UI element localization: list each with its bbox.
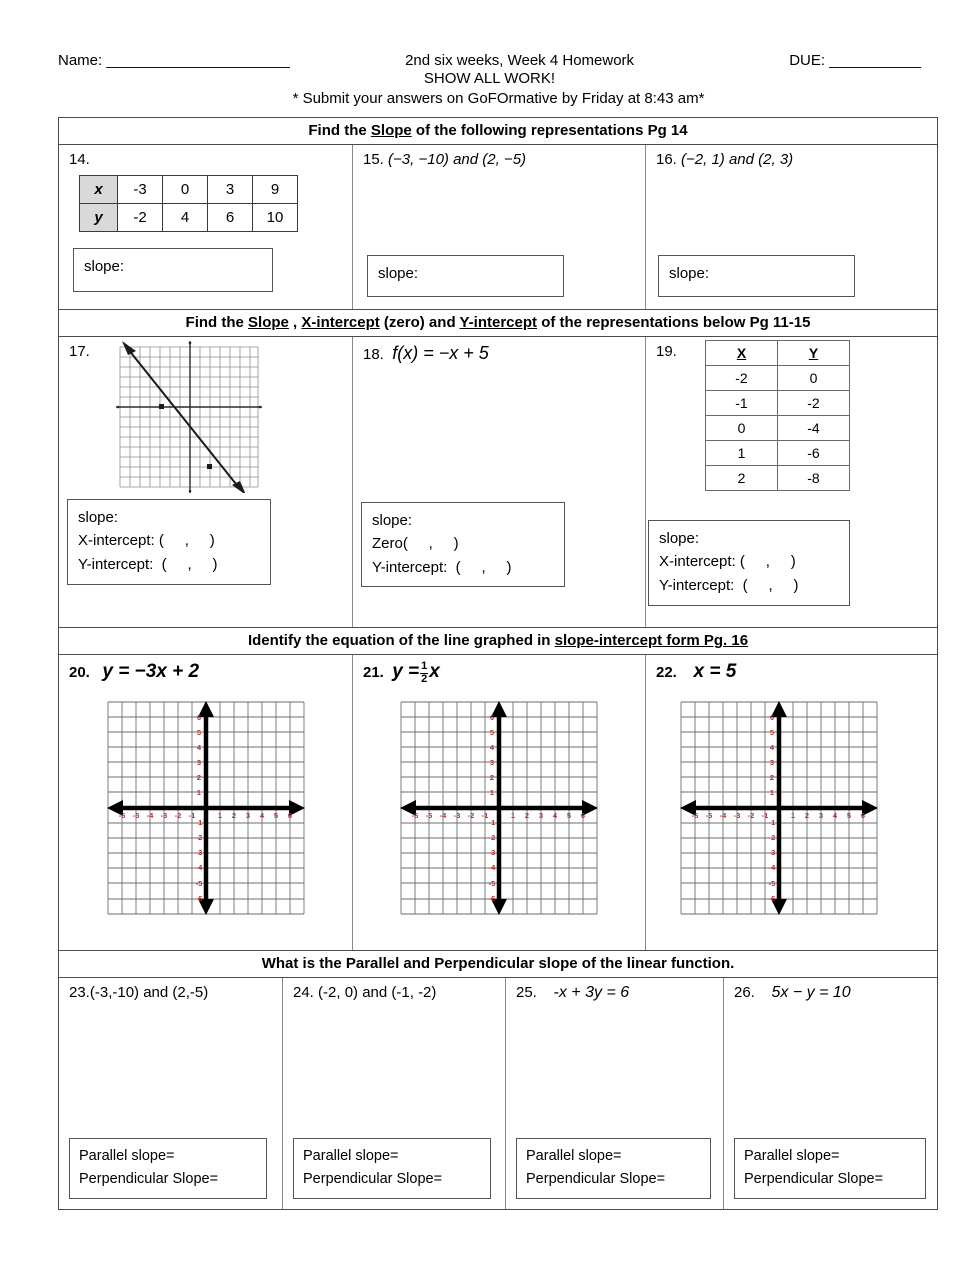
problem-15-answer-box[interactable] [367, 255, 564, 297]
svg-text:-3: -3 [195, 848, 202, 857]
problem-20-graph-wrap [103, 697, 309, 924]
table-row [706, 416, 850, 441]
svg-text:1: 1 [217, 811, 222, 820]
y-cell-0: -2 [118, 204, 163, 232]
problem-18-zero-label: Zero( , ) [372, 535, 459, 553]
svg-text:2: 2 [805, 811, 810, 820]
problem-14-answer-box[interactable] [73, 248, 273, 292]
problem-22-coordinate-grid [676, 697, 882, 919]
section-heading-equation: Identify the equation of the line graphed in slope-intercept form Pg. 16 [59, 628, 937, 655]
svg-text:3: 3 [245, 811, 250, 820]
problem-24-perpendicular-label: Perpendicular Slope= [303, 1170, 443, 1187]
problem-21-prompt: 21. y = $\frac{1}{2}$ x [363, 660, 440, 685]
svg-text:5: 5 [196, 728, 201, 737]
svg-text:-3: -3 [734, 811, 741, 820]
problem-18-prompt: 18. f(x) = −x + 5 [363, 343, 489, 363]
svg-text:-2: -2 [195, 833, 202, 842]
cell-y: -8 [778, 466, 850, 491]
svg-text:5: 5 [847, 811, 852, 820]
problem-16-answer-box[interactable] [658, 255, 855, 297]
problem-15-cell [353, 145, 646, 309]
svg-text:-6: -6 [692, 811, 699, 820]
svg-text:-4: -4 [769, 863, 776, 872]
svg-text:-1: -1 [762, 811, 769, 820]
svg-text:-5: -5 [706, 811, 713, 820]
problem-19-y-intercept-label: Y-intercept: ( , ) [659, 576, 799, 594]
cell-y: 0 [778, 366, 850, 391]
problem-17-number: 17. [69, 343, 90, 360]
svg-text:4: 4 [770, 743, 775, 752]
y-cell-2: 6 [208, 204, 253, 232]
svg-text:-6: -6 [769, 894, 776, 903]
submit-note: * Submit your answers on GoFOrmative by Friday at 8:43 am* [292, 89, 705, 107]
name-field-label: Name: ______________________ [58, 52, 290, 69]
problem-23-perpendicular-label: Perpendicular Slope= [79, 1170, 219, 1187]
problem-22-cell [646, 655, 936, 950]
problem-15-slope-label: slope: [378, 265, 419, 282]
problem-21-graph-wrap [396, 697, 602, 924]
svg-text:2: 2 [231, 811, 236, 820]
svg-text:4: 4 [833, 811, 838, 820]
cell-y: -2 [778, 391, 850, 416]
problem-20-coordinate-grid [103, 697, 309, 919]
x-cell-0: -3 [118, 176, 163, 204]
svg-text:5: 5 [566, 811, 572, 820]
problem-25-perpendicular-label: Perpendicular Slope= [526, 1170, 666, 1187]
problem-23-answer-box[interactable] [69, 1138, 267, 1199]
cell-x: 0 [706, 416, 778, 441]
cell-y: -6 [778, 441, 850, 466]
svg-text:4: 4 [552, 811, 558, 820]
col-header-x: X [706, 341, 778, 366]
svg-text:-2: -2 [748, 811, 755, 820]
worksheet-title: 2nd six weeks, Week 4 Homework [405, 52, 635, 69]
problem-17-y-intercept-label: Y-intercept: ( , ) [78, 555, 218, 573]
svg-text:4: 4 [196, 743, 201, 752]
problem-22-prompt: 22. x = 5 [656, 661, 737, 682]
svg-text:-6: -6 [118, 811, 125, 820]
section-heading-parallel-perpendicular: What is the Parallel and Perpendicular slope of the linear function. [59, 951, 937, 978]
fraction-one-half: $\frac{1}{2}$ [421, 660, 428, 685]
problem-24-cell [283, 978, 506, 1209]
svg-text:4: 4 [259, 811, 264, 820]
svg-text:1: 1 [770, 788, 775, 797]
problem-14-slope-label: slope: [84, 258, 125, 275]
y-row-label: y [80, 204, 118, 232]
problem-19-slope-label: slope: [659, 530, 700, 547]
svg-text:-4: -4 [488, 863, 496, 872]
problem-14-xy-table [79, 175, 298, 232]
svg-text:6: 6 [287, 811, 292, 820]
svg-text:3: 3 [489, 758, 495, 767]
svg-text:2: 2 [524, 811, 530, 820]
svg-text:-4: -4 [146, 811, 153, 820]
problem-26-perpendicular-label: Perpendicular Slope= [744, 1170, 884, 1187]
x-cell-1: 0 [163, 176, 208, 204]
problem-25-cell [506, 978, 724, 1209]
table-row [706, 441, 850, 466]
svg-text:3: 3 [770, 758, 775, 767]
y-cell-1: 4 [163, 204, 208, 232]
svg-text:1: 1 [510, 811, 516, 820]
y-cell-3: 10 [253, 204, 298, 232]
problem-18-answer-box[interactable] [361, 502, 565, 587]
problem-14-number: 14. [69, 151, 90, 168]
problem-20-prompt: 20. y = −3x + 2 [69, 661, 200, 682]
svg-text:-4: -4 [439, 811, 447, 820]
x-cell-2: 3 [208, 176, 253, 204]
svg-text:2: 2 [770, 773, 775, 782]
cell-x: 1 [706, 441, 778, 466]
problem-17-slope-label: slope: [78, 509, 119, 526]
row-problems-14-16 [59, 145, 937, 310]
table-row [80, 204, 298, 232]
problem-19-xy-table [705, 340, 850, 491]
problem-21-coordinate-grid [396, 697, 602, 919]
svg-text:-4: -4 [720, 811, 727, 820]
svg-text:5: 5 [489, 728, 495, 737]
svg-text:5: 5 [273, 811, 278, 820]
svg-text:6: 6 [580, 811, 586, 820]
problem-18-slope-label: slope: [372, 512, 413, 529]
svg-text:-3: -3 [488, 848, 496, 857]
problem-17-answer-box[interactable] [67, 499, 271, 585]
svg-text:2: 2 [196, 773, 201, 782]
section-heading-slope: Find the Slope of the following representations Pg 14 [59, 118, 937, 145]
problem-25-prompt: 25. -x + 3y = 6 [516, 984, 630, 1001]
svg-text:-3: -3 [453, 811, 461, 820]
svg-text:-5: -5 [488, 879, 496, 888]
svg-text:-2: -2 [488, 833, 496, 842]
svg-text:-3: -3 [160, 811, 167, 820]
svg-text:2: 2 [489, 773, 495, 782]
svg-text:3: 3 [819, 811, 824, 820]
svg-text:-6: -6 [411, 811, 419, 820]
svg-text:6: 6 [861, 811, 866, 820]
problem-19-number: 19. [656, 343, 677, 360]
due-field-label: DUE: ___________ [789, 52, 921, 69]
svg-text:-5: -5 [132, 811, 139, 820]
worksheet-table [58, 117, 938, 1210]
problem-26-answer-box[interactable] [734, 1138, 926, 1199]
svg-text:-6: -6 [195, 894, 202, 903]
table-row [706, 366, 850, 391]
problem-26-cell [724, 978, 936, 1209]
problem-16-prompt: 16. (−2, 1) and (2, 3) [656, 151, 794, 168]
problem-26-parallel-label: Parallel slope= [744, 1147, 840, 1164]
svg-text:-2: -2 [174, 811, 181, 820]
svg-text:-6: -6 [488, 894, 496, 903]
svg-text:-3: -3 [769, 848, 776, 857]
cell-x: 2 [706, 466, 778, 491]
problem-18-cell [353, 337, 646, 627]
svg-text:-5: -5 [769, 879, 776, 888]
svg-text:5: 5 [770, 728, 775, 737]
problem-20-cell [59, 655, 353, 950]
svg-text:-4: -4 [195, 863, 202, 872]
problem-17-x-intercept-label: X-intercept: ( , ) [78, 532, 215, 550]
problem-23-parallel-label: Parallel slope= [79, 1147, 175, 1164]
x-cell-3: 9 [253, 176, 298, 204]
problem-19-answer-box[interactable] [648, 520, 850, 606]
svg-text:-1: -1 [769, 818, 776, 827]
svg-text:4: 4 [489, 743, 495, 752]
svg-text:-2: -2 [467, 811, 475, 820]
svg-text:1: 1 [489, 788, 495, 797]
row-problems-17-19 [59, 337, 937, 628]
svg-text:-1: -1 [481, 811, 489, 820]
table-row [706, 391, 850, 416]
problem-24-parallel-label: Parallel slope= [303, 1147, 399, 1164]
problem-23-cell [59, 978, 283, 1209]
x-row-label: x [80, 176, 118, 204]
cell-x: -1 [706, 391, 778, 416]
svg-text:-2: -2 [769, 833, 776, 842]
row-problems-23-26 [59, 978, 937, 1210]
svg-text:6: 6 [196, 713, 201, 722]
problem-23-prompt: 23.(-3,-10) and (2,-5) [69, 984, 209, 1001]
svg-text:-5: -5 [425, 811, 433, 820]
problem-14-cell [59, 145, 353, 309]
problem-22-graph-wrap [676, 697, 882, 924]
problem-25-parallel-label: Parallel slope= [526, 1147, 622, 1164]
svg-text:-1: -1 [195, 818, 202, 827]
problem-18-y-intercept-label: Y-intercept: ( , ) [372, 558, 512, 576]
svg-text:6: 6 [489, 713, 495, 722]
problem-17-graph [116, 341, 262, 493]
show-all-work-note: SHOW ALL WORK! [423, 70, 556, 88]
problem-24-prompt: 24. (-2, 0) and (-1, -2) [293, 984, 437, 1001]
problem-21-cell [353, 655, 646, 950]
header-line-1 [58, 52, 921, 69]
row-problems-20-22 [59, 655, 937, 951]
problem-26-prompt: 26. 5x − y = 10 [734, 984, 851, 1001]
cell-y: -4 [778, 416, 850, 441]
svg-text:6: 6 [770, 713, 775, 722]
table-row [80, 176, 298, 204]
problem-16-slope-label: slope: [669, 265, 710, 282]
problem-15-prompt: 15. (−3, −10) and (2, −5) [363, 151, 527, 168]
problem-16-cell [646, 145, 936, 309]
table-row [706, 466, 850, 491]
section-heading-intercepts: Find the Slope , X-intercept (zero) and Y-intercept of the representations below Pg 11-15 [59, 310, 937, 337]
svg-text:1: 1 [196, 788, 201, 797]
col-header-y: Y [778, 341, 850, 366]
svg-text:3: 3 [538, 811, 544, 820]
problem-24-answer-box[interactable] [293, 1138, 491, 1199]
problem-25-answer-box[interactable] [516, 1138, 711, 1199]
problem-19-x-intercept-label: X-intercept: ( , ) [659, 553, 796, 571]
svg-text:1: 1 [791, 811, 796, 820]
problem-17-cell [59, 337, 353, 627]
table-row [706, 341, 850, 366]
cell-x: -2 [706, 366, 778, 391]
problem-19-cell [646, 337, 936, 627]
svg-text:-1: -1 [188, 811, 195, 820]
svg-text:-1: -1 [488, 818, 496, 827]
svg-text:-5: -5 [195, 879, 202, 888]
page-header [0, 0, 979, 108]
svg-text:3: 3 [196, 758, 201, 767]
